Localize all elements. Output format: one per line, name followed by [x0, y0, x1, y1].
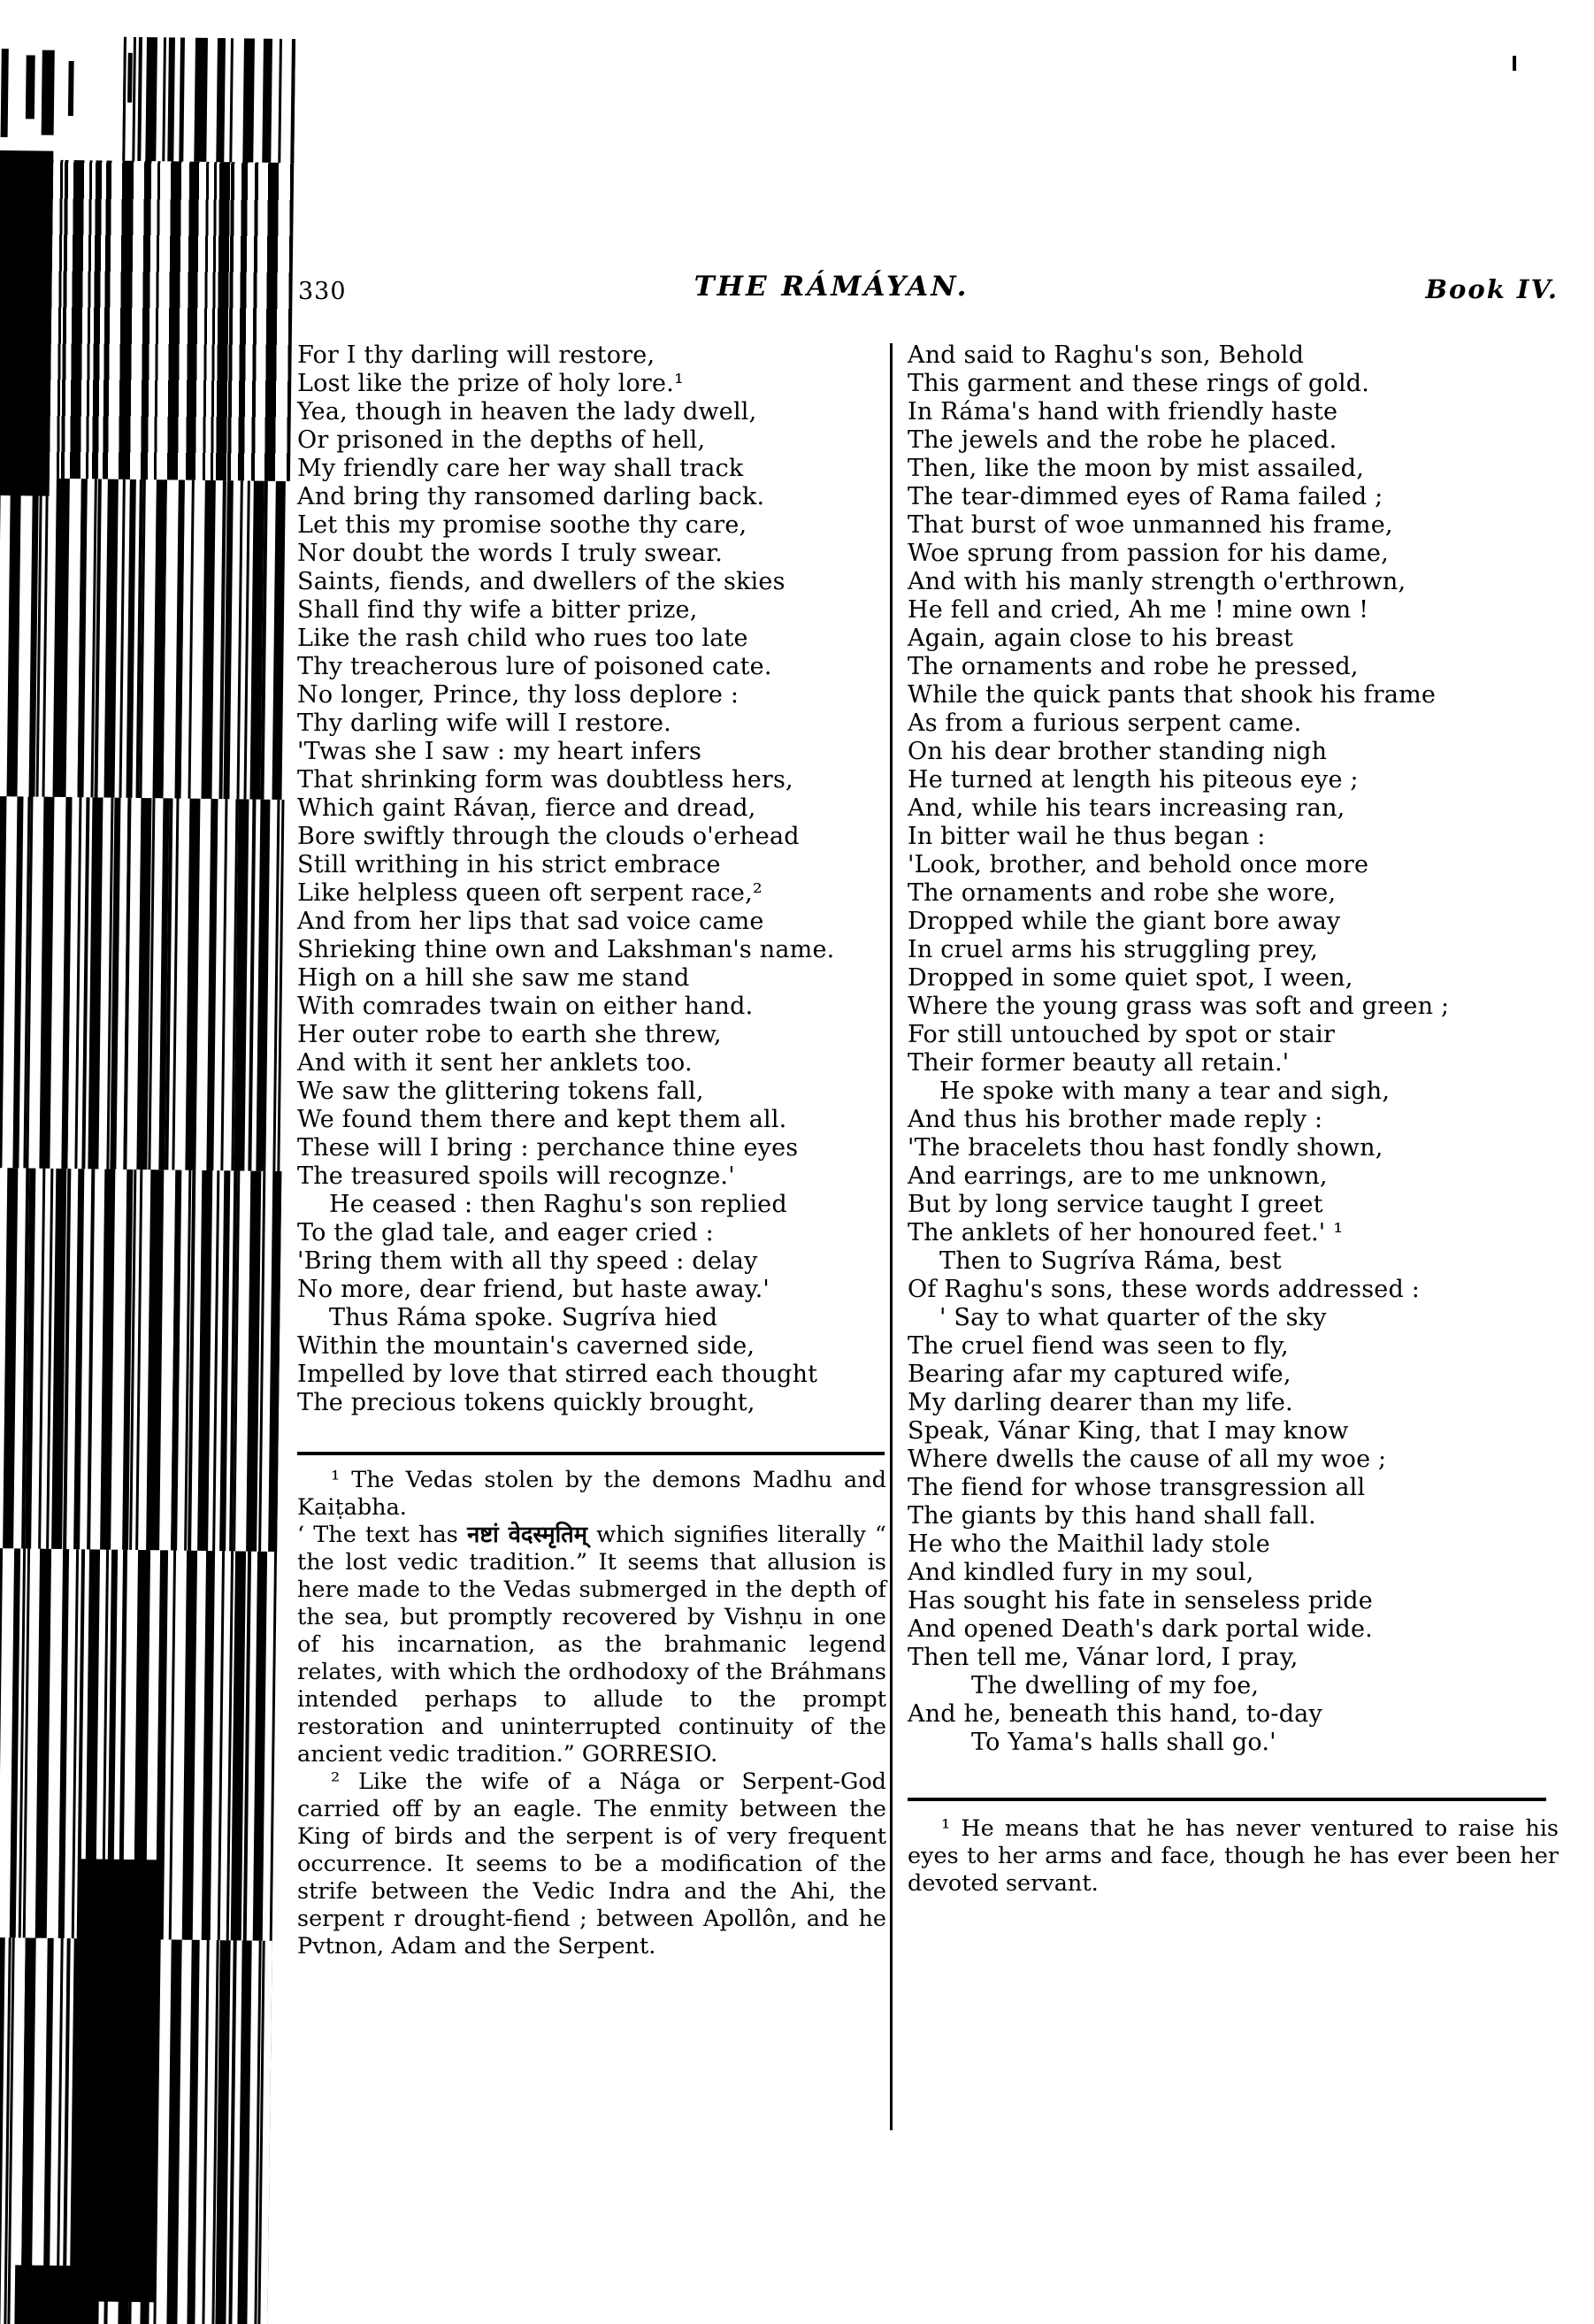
poem-line: With comrades twain on either hand.	[297, 993, 754, 1020]
poem-line: Bore swiftly through the clouds o'erhead	[297, 823, 800, 850]
poem-line: For I thy darling will restore,	[297, 341, 655, 369]
footnote-1: ¹ The Vedas stolen by the demons Madhu and Kaiṭabha.	[297, 1467, 886, 1521]
poem-line: Still writhing in his strict embrace	[297, 851, 721, 878]
poem-line: The precious tokens quickly brought,	[297, 1389, 755, 1416]
poem-line: Lost like the prize of holy lore.¹	[297, 370, 685, 397]
poem-line: In Ráma's hand with friendly haste	[908, 398, 1338, 426]
poem-line: Woe sprung from passion for his dame,	[908, 540, 1389, 567]
poem-line: We found them there and kept them all.	[297, 1106, 787, 1133]
poem-line: To Yama's halls shall go.'	[971, 1729, 1276, 1756]
poem-line: Speak, Vánar King, that I may know	[908, 1417, 1349, 1445]
footnote-text: which signifies literally “ the lost vedic tradition.” It seems that allusion is here made to the Vedas submerged in the depth of the sea, but promptly recovered by Vishṇu in one of his incarnation, as the brahmanic legend relates, with which the ordhodoxy of the Bráhmans intended perhaps to allude to the prompt restoration and uninterrupted continuity of the ancient vedic tradition.” GORRESIO.	[297, 1522, 886, 1768]
poem-line: We saw the glittering tokens fall,	[297, 1078, 704, 1105]
poem-line: And from her lips that sad voice came	[297, 908, 764, 935]
scan-blot	[0, 150, 53, 496]
poem-line: In cruel arms his struggling prey,	[908, 936, 1319, 963]
poem-line: Shall find thy wife a bitter prize,	[297, 596, 698, 624]
poem-line: Which gaint Rávaṇ, fierce and dread,	[297, 794, 756, 822]
poem-line: Nor doubt the words I truly swear.	[297, 540, 724, 567]
poem-line: That burst of woe unmanned his frame,	[908, 511, 1393, 539]
poem-line: Again, again close to his breast	[908, 625, 1294, 652]
poem-line: Saints, fiends, and dwellers of the skies	[297, 568, 786, 595]
poem-line: Like the rash child who rues too late	[297, 625, 748, 652]
poem-line: Her outer robe to earth she threw,	[297, 1021, 722, 1048]
poem-line: Thy darling wife will I restore.	[297, 709, 671, 737]
poem-line: On his dear brother standing nigh	[908, 738, 1328, 765]
poem-line: And opened Death's dark portal wide.	[908, 1615, 1373, 1643]
poem-right	[908, 341, 1559, 1757]
poem-line: While the quick pants that shook his frame	[908, 681, 1437, 709]
poem-line: Then tell me, Vánar lord, I pray,	[908, 1644, 1299, 1671]
poem-line: 'The bracelets thou hast fondly shown,	[908, 1134, 1383, 1162]
footnote-separator-right	[908, 1798, 1546, 1801]
footnote-1-right: ¹ He means that he has never ventured to raise his eyes to her arms and face, though he has ever been her devoted servant.	[908, 1815, 1559, 1897]
poem-line: 'Look, brother, and behold once more	[908, 851, 1369, 878]
poem-line: As from a furious serpent came.	[908, 709, 1302, 737]
poem-line: And with it sent her anklets too.	[297, 1049, 693, 1077]
poem-line: He fell and cried, Ah me ! mine own !	[908, 596, 1369, 624]
poem-line: But by long service taught I greet	[908, 1191, 1323, 1218]
column-divider	[890, 343, 893, 2130]
poem-line: He spoke with many a tear and sigh,	[939, 1078, 1391, 1105]
footnotes-right	[908, 1815, 1559, 1898]
poem-line: Or prisoned in the depths of hell,	[297, 426, 706, 454]
scan-streak	[26, 55, 35, 119]
poem-line: To the glad tale, and eager cried :	[297, 1219, 714, 1246]
footnote-separator-left	[297, 1452, 885, 1455]
scan-streak-band	[0, 1168, 281, 1552]
footnote-text: ‘ The text has	[297, 1522, 468, 1548]
poem-line: He who the Maithil lady stole	[908, 1530, 1270, 1558]
poem-line: That shrinking form was doubtless hers,	[297, 766, 793, 794]
sanskrit-text: नष्टां वेदस्मृतिम्	[467, 1522, 587, 1548]
poem-line: And kindled fury in my soul,	[908, 1559, 1254, 1586]
scan-streak-band	[122, 37, 295, 163]
poem-line: Has sought his fate in senseless pride	[908, 1587, 1373, 1615]
poem-line: My darling dearer than my life.	[908, 1389, 1293, 1416]
poem-line: Impelled by love that stirred each thought	[297, 1361, 818, 1388]
poem-line: The giants by this hand shall fall.	[908, 1502, 1316, 1530]
poem-line: Thus Ráma spoke. Sugríva hied	[329, 1304, 718, 1331]
scan-streak-band	[0, 478, 290, 800]
poem-line: Where the young grass was soft and green ;	[908, 993, 1450, 1020]
page-number: 330	[298, 278, 347, 305]
poem-line: Then, like the moon by mist assailed,	[908, 455, 1365, 482]
poem-line: And with his manly strength o'erthrown,	[908, 568, 1406, 595]
footnotes-left	[297, 1467, 886, 1960]
poem-line: And he, beneath this hand, to-day	[908, 1700, 1322, 1728]
poem-line: Of Raghu's sons, these words addressed :	[908, 1276, 1421, 1303]
poem-line: 'Twas she I saw : my heart infers	[297, 738, 702, 765]
poem-line: The cruel fiend was seen to fly,	[908, 1332, 1289, 1360]
poem-line: The ornaments and robe she wore,	[908, 879, 1337, 907]
poem-line: And earrings, are to me unknown,	[908, 1162, 1328, 1190]
footnote-continued	[297, 1522, 886, 1768]
poem-line: No more, dear friend, but haste away.'	[297, 1276, 770, 1303]
poem-line: The ornaments and robe he pressed,	[908, 653, 1359, 680]
poem-left	[297, 341, 886, 1417]
footnote-2: ² Like the wife of a Nága or Serpent-God carried off by an eagle. The enmity between the King of birds and the serpent is of very frequent occurrence. It seems to be a modification of the strife between the Vedic Indra and the Ahi, the serpent r drought-fiend ; between Apollôn, and he Pvtnon, Adam and the Serpent.	[297, 1768, 886, 1960]
poem-line: High on a hill she saw me stand	[297, 964, 690, 992]
poem-line: For still untouched by spot or stair	[908, 1021, 1336, 1048]
poem-line: Their former beauty all retain.'	[908, 1049, 1290, 1077]
poem-line: And bring thy ransomed darling back.	[297, 483, 765, 510]
poem-line: The dwelling of my foe,	[971, 1672, 1260, 1699]
page-edge-mark	[1513, 56, 1516, 71]
poem-line: Dropped while the giant bore away	[908, 908, 1341, 935]
poem-line: The fiend for whose transgression all	[908, 1474, 1366, 1501]
scan-streak	[1, 49, 9, 137]
poem-line: The tear-dimmed eyes of Rama failed ;	[908, 483, 1383, 510]
poem-line: And said to Raghu's son, Behold	[908, 341, 1305, 369]
poem-line: Let this my promise soothe thy care,	[297, 511, 747, 539]
scan-streak	[42, 50, 55, 135]
poem-line: The anklets of her honoured feet.' ¹	[908, 1219, 1344, 1246]
poem-line: These will I bring : perchance thine eyes	[297, 1134, 799, 1162]
poem-line: And, while his tears increasing ran,	[908, 794, 1345, 822]
poem-line: He ceased : then Raghu's son replied	[329, 1191, 787, 1218]
scan-streak-band	[0, 796, 286, 1171]
scan-blot	[74, 1859, 161, 2302]
poem-line: Yea, though in heaven the lady dwell,	[297, 398, 757, 426]
poem-line: 'Bring them with all thy speed : delay	[297, 1247, 758, 1275]
right-column	[908, 341, 1559, 1898]
page-title: THE RÁMÁYAN.	[694, 271, 969, 303]
poem-line: In bitter wail he thus began :	[908, 823, 1266, 850]
poem-line: The treasured spoils will recognze.'	[297, 1162, 735, 1190]
poem-line: He turned at length his piteous eye ;	[908, 766, 1359, 794]
scan-blot	[14, 2265, 99, 2324]
poem-line: Within the mountain's caverned side,	[297, 1332, 755, 1360]
poem-line: No longer, Prince, thy loss deplore :	[297, 681, 740, 709]
poem-line: ' Say to what quarter of the sky	[939, 1304, 1327, 1331]
poem-line: My friendly care her way shall track	[297, 455, 744, 482]
book-label: Book IV.	[1425, 274, 1559, 304]
poem-line: Shrieking thine own and Lakshman's name.	[297, 936, 835, 963]
poem-line: Bearing afar my captured wife,	[908, 1361, 1291, 1388]
poem-line: Dropped in some quiet spot, I ween,	[908, 964, 1353, 992]
poem-line: And thus his brother made reply :	[908, 1106, 1323, 1133]
scan-artifact	[0, 35, 295, 2324]
poem-line: Where dwells the cause of all my woe ;	[908, 1446, 1387, 1473]
left-column	[297, 341, 886, 1960]
poem-line: Thy treacherous lure of poisoned cate.	[297, 653, 772, 680]
poem-line: Like helpless queen oft serpent race,²	[297, 879, 763, 907]
scan-streak	[68, 61, 74, 116]
poem-line: This garment and these rings of gold.	[908, 370, 1370, 397]
poem-line: The jewels and the robe he placed.	[908, 426, 1337, 454]
poem-line: Then to Sugríva Ráma, best	[939, 1247, 1282, 1275]
